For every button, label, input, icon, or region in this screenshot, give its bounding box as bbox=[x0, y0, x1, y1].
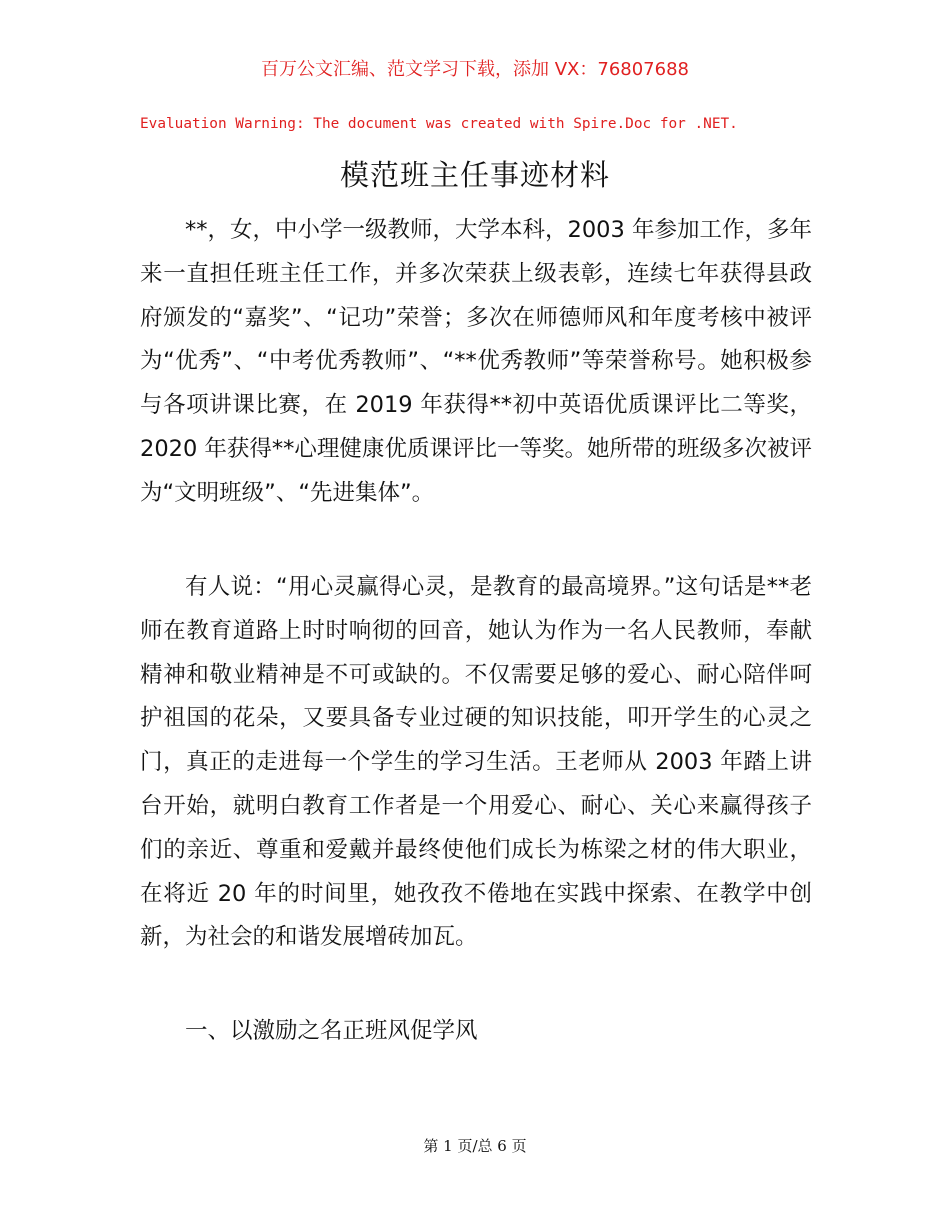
body-paragraph-2: 有人说：“用心灵赢得心灵，是教育的最高境界。”这句话是**老师在教育道路上时时响彻的回音，她认为作为一名人民教师，奉献精神和敬业精神是不可或缺的。不仅需要足够的爱心、耐心陪伴呵护祖国的花朵，又要具备专业过硬的知识技能，叩开学生的心灵之门，真正的走进每一个学生的学习生活。王老师从 2003 年踏上讲台开始，就明白教育工作者是一个用爱心、耐心、关心来赢得孩子们的亲近、尊重和爱戴并最终使他们成长为栋梁之材的伟大职业，在将近 20 年的时间里，她孜孜不倦地在实践中探索、在教学中创新，为社会的和谐发展增砖加瓦。 bbox=[140, 574, 812, 951]
body-paragraph-1: **，女，中小学一级教师，大学本科，2003 年参加工作，多年来一直担任班主任工作，并多次荣获上级表彰，连续七年获得县政府颁发的“嘉奖”、“记功”荣誉；多次在师德师风和年度考核中被评为“优秀”、“中考优秀教师”、“**优秀教师”等荣誉称号。她积极参与各项讲课比赛，在 2019 年获得**初中英语优质课评比二等奖，2020 年获得**心理健康优质课评比一等奖。她所带的班级多次被评为“文明班级”、“先进集体”。 bbox=[140, 217, 812, 506]
header-banner: 百万公文汇编、范文学习下载，添加 VX：76807688 bbox=[261, 59, 689, 80]
section-heading: 一、以激励之名正班风促学风 bbox=[185, 1018, 478, 1044]
evaluation-warning: Evaluation Warning: The document was created with Spire.Doc for .NET. bbox=[140, 116, 738, 132]
page-title: 模范班主任事迹材料 bbox=[339, 158, 610, 192]
page-footer: 第 1 页/总 6 页 bbox=[423, 1137, 527, 1155]
